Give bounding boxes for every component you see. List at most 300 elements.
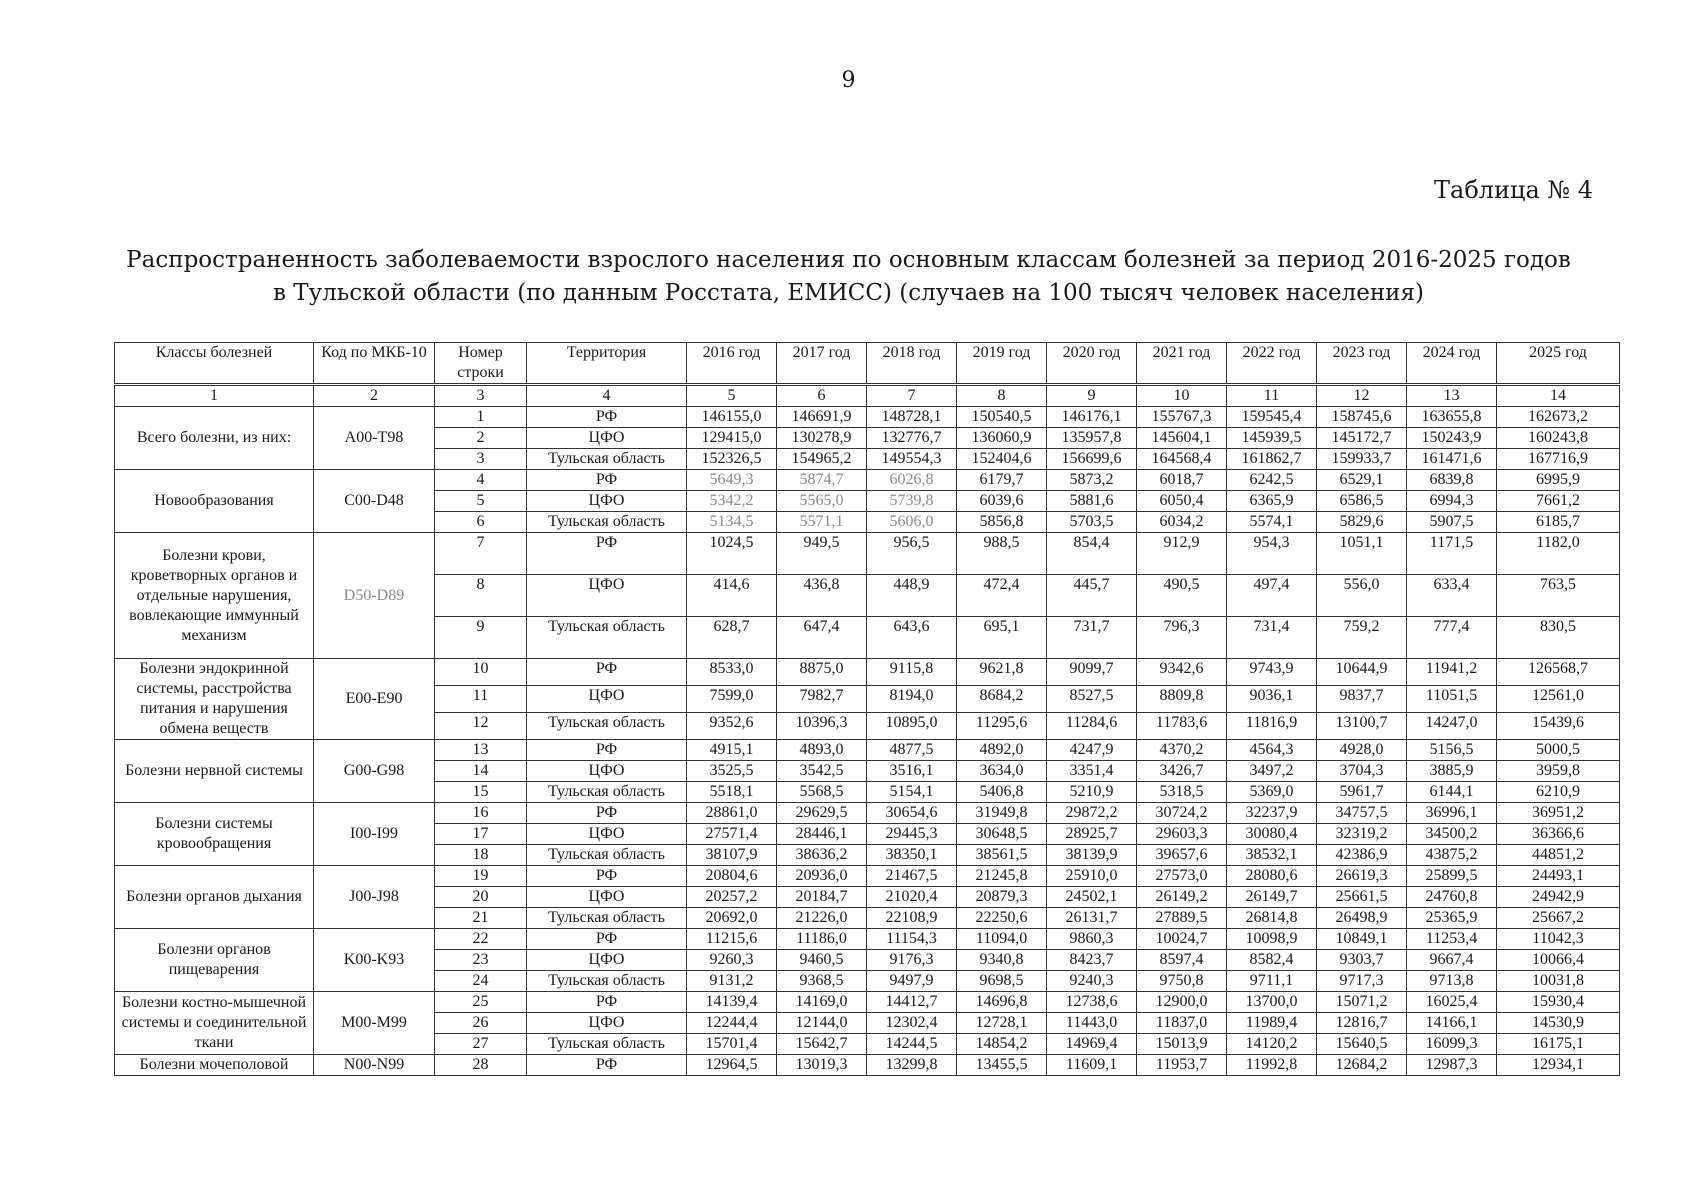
value-cell-2016: 28861,0 [687,803,777,824]
territory: ЦФО [527,887,687,908]
value-cell-2019: 150540,5 [957,407,1047,428]
value-cell-2019: 6039,6 [957,491,1047,512]
value-cell-2021: 27573,0 [1137,866,1227,887]
line-number: 25 [435,992,527,1013]
value-cell-2021: 12900,0 [1137,992,1227,1013]
value-cell-2025: 167716,9 [1497,449,1620,470]
value-cell-2023: 6529,1 [1317,470,1407,491]
value-cell-2021: 27889,5 [1137,908,1227,929]
value-cell-2020: 5703,5 [1047,512,1137,533]
value-cell-2016: 8533,0 [687,659,777,686]
line-number: 20 [435,887,527,908]
value-cell-2022: 11992,8 [1227,1055,1317,1076]
value-cell-2019: 988,5 [957,533,1047,575]
value-cell-2016: 38107,9 [687,845,777,866]
territory: ЦФО [527,761,687,782]
header-line-number: Номер строки [435,343,527,385]
value-cell-2024: 43875,2 [1407,845,1497,866]
line-number: 13 [435,740,527,761]
value-cell-2022: 8582,4 [1227,950,1317,971]
value-cell-2019: 13455,5 [957,1055,1047,1076]
value-cell-2016: 12964,5 [687,1055,777,1076]
value-cell-2025: 12934,1 [1497,1055,1620,1076]
value-cell-2017: 146691,9 [777,407,867,428]
value-cell-2018: 21467,5 [867,866,957,887]
value-cell-2024: 150243,9 [1407,428,1497,449]
territory: Тульская область [527,908,687,929]
table-row [115,740,1620,761]
line-number: 7 [435,533,527,575]
territory: РФ [527,533,687,575]
value-cell-2016: 628,7 [687,617,777,659]
value-cell-2023: 145172,7 [1317,428,1407,449]
value-cell-2016: 11215,6 [687,929,777,950]
territory: РФ [527,803,687,824]
value-cell-2022: 4564,3 [1227,740,1317,761]
disease-class-name: Болезни крови, кроветворных органов и отдельные нарушения, вовлекающие иммунный механизм [115,533,314,659]
table-row [115,1055,1620,1076]
value-cell-2021: 11953,7 [1137,1055,1227,1076]
value-cell-2023: 32319,2 [1317,824,1407,845]
value-cell-2023: 3704,3 [1317,761,1407,782]
icd-code: E00-E90 [314,659,435,740]
value-cell-2018: 14412,7 [867,992,957,1013]
value-cell-2020: 156699,6 [1047,449,1137,470]
value-cell-2022: 13700,0 [1227,992,1317,1013]
value-cell-2018: 5154,1 [867,782,957,803]
value-cell-2024: 161471,6 [1407,449,1497,470]
value-cell-2024: 34500,2 [1407,824,1497,845]
header-year-2016: 2016 год [687,343,777,385]
line-number: 6 [435,512,527,533]
value-cell-2018: 22108,9 [867,908,957,929]
value-cell-2024: 6994,3 [1407,491,1497,512]
territory: Тульская область [527,617,687,659]
territory: РФ [527,992,687,1013]
disease-class-name: Болезни нервной системы [115,740,314,803]
value-cell-2025: 763,5 [1497,575,1620,617]
territory: РФ [527,740,687,761]
value-cell-2021: 912,9 [1137,533,1227,575]
value-cell-2017: 20936,0 [777,866,867,887]
value-cell-2017: 38636,2 [777,845,867,866]
territory: Тульская область [527,713,687,740]
icd-code: G00-G98 [314,740,435,803]
value-cell-2016: 14139,4 [687,992,777,1013]
value-cell-2025: 160243,8 [1497,428,1620,449]
value-cell-2019: 472,4 [957,575,1047,617]
value-cell-2018: 4877,5 [867,740,957,761]
value-cell-2021: 3426,7 [1137,761,1227,782]
value-cell-2023: 5829,6 [1317,512,1407,533]
value-cell-2021: 29603,3 [1137,824,1227,845]
value-cell-2024: 6839,8 [1407,470,1497,491]
line-number: 21 [435,908,527,929]
value-cell-2021: 30724,2 [1137,803,1227,824]
value-cell-2020: 135957,8 [1047,428,1137,449]
territory: Тульская область [527,1034,687,1055]
value-cell-2018: 38350,1 [867,845,957,866]
value-cell-2021: 10024,7 [1137,929,1227,950]
value-cell-2018: 643,6 [867,617,957,659]
value-cell-2021: 4370,2 [1137,740,1227,761]
value-cell-2023: 1051,1 [1317,533,1407,575]
value-cell-2020: 8423,7 [1047,950,1137,971]
territory: Тульская область [527,971,687,992]
value-cell-2023: 9303,7 [1317,950,1407,971]
value-cell-2021: 15013,9 [1137,1034,1227,1055]
header-year-2021: 2021 год [1137,343,1227,385]
value-cell-2018: 10895,0 [867,713,957,740]
territory: Тульская область [527,782,687,803]
value-cell-2022: 9036,1 [1227,686,1317,713]
column-number-row [115,385,1620,407]
column-number: 9 [1047,385,1137,407]
value-cell-2018: 9115,8 [867,659,957,686]
value-cell-2019: 22250,6 [957,908,1047,929]
value-cell-2019: 11295,6 [957,713,1047,740]
table-row [115,992,1620,1013]
value-cell-2025: 15930,4 [1497,992,1620,1013]
value-cell-2025: 126568,7 [1497,659,1620,686]
icd-code: M00-M99 [314,992,435,1055]
value-cell-2018: 8194,0 [867,686,957,713]
column-number: 1 [115,385,314,407]
value-cell-2023: 5961,7 [1317,782,1407,803]
value-cell-2016: 12244,4 [687,1013,777,1034]
value-cell-2024: 16099,3 [1407,1034,1497,1055]
value-cell-2024: 14247,0 [1407,713,1497,740]
value-cell-2016: 20257,2 [687,887,777,908]
value-cell-2023: 26619,3 [1317,866,1407,887]
value-cell-2019: 9621,8 [957,659,1047,686]
value-cell-2018: 3516,1 [867,761,957,782]
value-cell-2018: 448,9 [867,575,957,617]
value-cell-2023: 6586,5 [1317,491,1407,512]
value-cell-2021: 8809,8 [1137,686,1227,713]
value-cell-2022: 159545,4 [1227,407,1317,428]
value-cell-2024: 14166,1 [1407,1013,1497,1034]
disease-class-name: Болезни системы кровообращения [115,803,314,866]
value-cell-2023: 10644,9 [1317,659,1407,686]
value-cell-2024: 11941,2 [1407,659,1497,686]
value-cell-2025: 6210,9 [1497,782,1620,803]
value-cell-2020: 25910,0 [1047,866,1137,887]
value-cell-2018: 13299,8 [867,1055,957,1076]
line-number: 24 [435,971,527,992]
icd-code: K00-K93 [314,929,435,992]
territory: РФ [527,470,687,491]
territory: ЦФО [527,575,687,617]
territory: РФ [527,929,687,950]
territory: Тульская область [527,449,687,470]
line-number: 3 [435,449,527,470]
line-number: 9 [435,617,527,659]
value-cell-2023: 42386,9 [1317,845,1407,866]
value-cell-2023: 759,2 [1317,617,1407,659]
value-cell-2021: 39657,6 [1137,845,1227,866]
value-cell-2022: 26814,8 [1227,908,1317,929]
value-cell-2017: 9368,5 [777,971,867,992]
line-number: 27 [435,1034,527,1055]
value-cell-2017: 10396,3 [777,713,867,740]
territory: РФ [527,1055,687,1076]
value-cell-2019: 152404,6 [957,449,1047,470]
territory: Тульская область [527,845,687,866]
value-cell-2024: 1171,5 [1407,533,1497,575]
column-number: 6 [777,385,867,407]
value-cell-2023: 12816,7 [1317,1013,1407,1034]
value-cell-2017: 949,5 [777,533,867,575]
territory: ЦФО [527,824,687,845]
column-number: 12 [1317,385,1407,407]
value-cell-2023: 34757,5 [1317,803,1407,824]
value-cell-2019: 30648,5 [957,824,1047,845]
line-number: 22 [435,929,527,950]
territory: РФ [527,407,687,428]
value-cell-2022: 161862,7 [1227,449,1317,470]
value-cell-2024: 24760,8 [1407,887,1497,908]
value-cell-2022: 9743,9 [1227,659,1317,686]
header-year-2019: 2019 год [957,343,1047,385]
value-cell-2023: 9717,3 [1317,971,1407,992]
disease-class-name: Болезни органов дыхания [115,866,314,929]
value-cell-2021: 6050,4 [1137,491,1227,512]
value-cell-2024: 25365,9 [1407,908,1497,929]
value-cell-2023: 13100,7 [1317,713,1407,740]
value-cell-2024: 633,4 [1407,575,1497,617]
value-cell-2023: 15071,2 [1317,992,1407,1013]
value-cell-2017: 3542,5 [777,761,867,782]
value-cell-2024: 5156,5 [1407,740,1497,761]
value-cell-2025: 14530,9 [1497,1013,1620,1034]
value-cell-2025: 6995,9 [1497,470,1620,491]
header-year-2020: 2020 год [1047,343,1137,385]
table-row [115,470,1620,491]
disease-class-name: Болезни мочеполовой [115,1055,314,1076]
table-row [115,533,1620,575]
value-cell-2021: 9342,6 [1137,659,1227,686]
value-cell-2024: 25899,5 [1407,866,1497,887]
value-cell-2024: 777,4 [1407,617,1497,659]
value-cell-2016: 5518,1 [687,782,777,803]
value-cell-2020: 8527,5 [1047,686,1137,713]
value-cell-2021: 11837,0 [1137,1013,1227,1034]
value-cell-2020: 11443,0 [1047,1013,1137,1034]
value-cell-2020: 9099,7 [1047,659,1137,686]
table-row [115,407,1620,428]
header-year-2022: 2022 год [1227,343,1317,385]
value-cell-2019: 136060,9 [957,428,1047,449]
value-cell-2018: 9497,9 [867,971,957,992]
document-title [0,244,1697,310]
value-cell-2025: 5000,5 [1497,740,1620,761]
territory: ЦФО [527,686,687,713]
value-cell-2018: 5606,0 [867,512,957,533]
value-cell-2017: 9460,5 [777,950,867,971]
line-number: 10 [435,659,527,686]
value-cell-2022: 11989,4 [1227,1013,1317,1034]
line-number: 18 [435,845,527,866]
page-number: 9 [841,68,856,93]
value-cell-2024: 9713,8 [1407,971,1497,992]
icd-code: C00-D48 [314,470,435,533]
line-number: 12 [435,713,527,740]
column-number: 13 [1407,385,1497,407]
value-cell-2021: 6018,7 [1137,470,1227,491]
value-cell-2021: 11783,6 [1137,713,1227,740]
value-cell-2019: 9340,8 [957,950,1047,971]
value-cell-2017: 8875,0 [777,659,867,686]
value-cell-2019: 11094,0 [957,929,1047,950]
header-classes: Классы болезней [115,343,314,385]
value-cell-2022: 10098,9 [1227,929,1317,950]
value-cell-2017: 130278,9 [777,428,867,449]
value-cell-2025: 16175,1 [1497,1034,1620,1055]
line-number: 15 [435,782,527,803]
table-row [115,929,1620,950]
disease-class-name: Новообразования [115,470,314,533]
value-cell-2022: 954,3 [1227,533,1317,575]
value-cell-2023: 25661,5 [1317,887,1407,908]
value-cell-2025: 24493,1 [1497,866,1620,887]
value-cell-2022: 32237,9 [1227,803,1317,824]
value-cell-2018: 21020,4 [867,887,957,908]
value-cell-2019: 21245,8 [957,866,1047,887]
value-cell-2018: 149554,3 [867,449,957,470]
value-cell-2018: 956,5 [867,533,957,575]
value-cell-2017: 21226,0 [777,908,867,929]
header-territory: Территория [527,343,687,385]
value-cell-2020: 29872,2 [1047,803,1137,824]
value-cell-2017: 7982,7 [777,686,867,713]
value-cell-2016: 20804,6 [687,866,777,887]
value-cell-2022: 497,4 [1227,575,1317,617]
table-row [115,866,1620,887]
value-cell-2021: 9750,8 [1137,971,1227,992]
value-cell-2025: 25667,2 [1497,908,1620,929]
value-cell-2019: 12728,1 [957,1013,1047,1034]
territory: Тульская область [527,512,687,533]
value-cell-2023: 12684,2 [1317,1055,1407,1076]
value-cell-2024: 5907,5 [1407,512,1497,533]
value-cell-2016: 9352,6 [687,713,777,740]
value-cell-2021: 6034,2 [1137,512,1227,533]
value-cell-2025: 36951,2 [1497,803,1620,824]
value-cell-2019: 14696,8 [957,992,1047,1013]
value-cell-2020: 5210,9 [1047,782,1137,803]
value-cell-2016: 1024,5 [687,533,777,575]
value-cell-2018: 132776,7 [867,428,957,449]
value-cell-2019: 5406,8 [957,782,1047,803]
value-cell-2019: 5856,8 [957,512,1047,533]
value-cell-2023: 159933,7 [1317,449,1407,470]
value-cell-2024: 6144,1 [1407,782,1497,803]
value-cell-2016: 7599,0 [687,686,777,713]
value-cell-2016: 20692,0 [687,908,777,929]
value-cell-2017: 5571,1 [777,512,867,533]
value-cell-2017: 15642,7 [777,1034,867,1055]
value-cell-2018: 5739,8 [867,491,957,512]
header-code: Код по МКБ-10 [314,343,435,385]
value-cell-2019: 8684,2 [957,686,1047,713]
line-number: 1 [435,407,527,428]
value-cell-2017: 647,4 [777,617,867,659]
table-label: Таблица № 4 [1434,176,1593,204]
value-cell-2024: 36996,1 [1407,803,1497,824]
value-cell-2024: 11051,5 [1407,686,1497,713]
value-cell-2023: 26498,9 [1317,908,1407,929]
value-cell-2025: 6185,7 [1497,512,1620,533]
value-cell-2017: 5565,0 [777,491,867,512]
value-cell-2025: 12561,0 [1497,686,1620,713]
value-cell-2022: 11816,9 [1227,713,1317,740]
header-row [115,343,1620,385]
value-cell-2016: 3525,5 [687,761,777,782]
value-cell-2022: 28080,6 [1227,866,1317,887]
line-number: 19 [435,866,527,887]
value-cell-2024: 163655,8 [1407,407,1497,428]
territory: ЦФО [527,491,687,512]
column-number: 3 [435,385,527,407]
value-cell-2021: 8597,4 [1137,950,1227,971]
value-cell-2025: 1182,0 [1497,533,1620,575]
value-cell-2020: 146176,1 [1047,407,1137,428]
disease-class-name: Болезни органов пищеварения [115,929,314,992]
icd-code: A00-T98 [314,407,435,470]
value-cell-2025: 44851,2 [1497,845,1620,866]
column-number: 2 [314,385,435,407]
value-cell-2025: 10031,8 [1497,971,1620,992]
value-cell-2016: 5649,3 [687,470,777,491]
value-cell-2017: 436,8 [777,575,867,617]
value-cell-2019: 38561,5 [957,845,1047,866]
value-cell-2022: 38532,1 [1227,845,1317,866]
column-number: 5 [687,385,777,407]
line-number: 8 [435,575,527,617]
value-cell-2019: 9698,5 [957,971,1047,992]
value-cell-2016: 9260,3 [687,950,777,971]
value-cell-2023: 15640,5 [1317,1034,1407,1055]
value-cell-2020: 24502,1 [1047,887,1137,908]
territory: ЦФО [527,950,687,971]
value-cell-2019: 31949,8 [957,803,1047,824]
value-cell-2017: 5874,7 [777,470,867,491]
value-cell-2024: 11253,4 [1407,929,1497,950]
value-cell-2017: 29629,5 [777,803,867,824]
line-number: 26 [435,1013,527,1034]
line-number: 2 [435,428,527,449]
title-line-2: в Тульской области (по данным Росстата, ЕМИСС) (случаев на 100 тысяч человек населения) [273,280,1424,306]
value-cell-2019: 6179,7 [957,470,1047,491]
value-cell-2020: 11284,6 [1047,713,1137,740]
value-cell-2016: 15701,4 [687,1034,777,1055]
value-cell-2016: 146155,0 [687,407,777,428]
value-cell-2020: 9860,3 [1047,929,1137,950]
title-line-1: Распространенность заболеваемости взрослого населения по основным классам болезней за период 2016-2025 годов [126,247,1571,273]
value-cell-2024: 3885,9 [1407,761,1497,782]
value-cell-2022: 145939,5 [1227,428,1317,449]
line-number: 23 [435,950,527,971]
value-cell-2020: 14969,4 [1047,1034,1137,1055]
morbidity-table [114,342,1620,1076]
territory: ЦФО [527,428,687,449]
disease-class-name: Всего болезни, из них: [115,407,314,470]
value-cell-2020: 5881,6 [1047,491,1137,512]
value-cell-2025: 15439,6 [1497,713,1620,740]
line-number: 11 [435,686,527,713]
value-cell-2016: 414,6 [687,575,777,617]
